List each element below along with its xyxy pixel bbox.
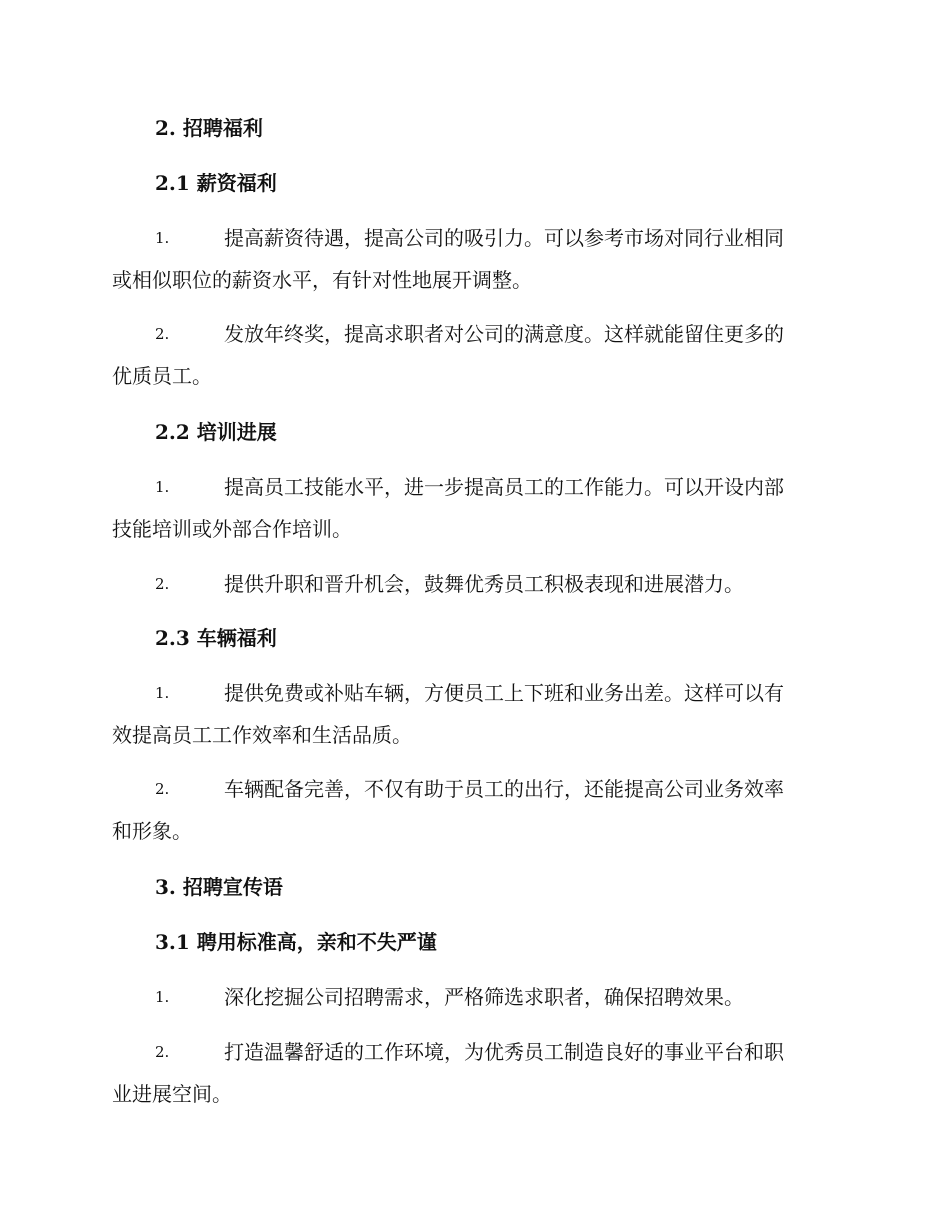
subsection-heading: 2.1 薪资福利 bbox=[155, 171, 277, 195]
list-item-number: 1. bbox=[155, 988, 170, 1006]
list-item-number: 1. bbox=[155, 229, 170, 247]
list-item-text: 打造温馨舒适的工作环境，为优秀员工制造良好的事业平台和职 bbox=[224, 1040, 784, 1064]
list-item-text-continued: 业进展空间。 bbox=[112, 1082, 232, 1106]
list-item-number: 1. bbox=[155, 478, 170, 496]
list-item-text: 提高员工技能水平，进一步提高员工的工作能力。可以开设内部 bbox=[224, 475, 784, 499]
list-item-text-continued: 优质员工。 bbox=[112, 364, 212, 388]
list-item-text-continued: 技能培训或外部合作培训。 bbox=[112, 517, 352, 541]
list-item-number: 2. bbox=[155, 1043, 170, 1061]
list-item-text: 深化挖掘公司招聘需求，严格筛选求职者，确保招聘效果。 bbox=[224, 985, 744, 1009]
list-item-text: 发放年终奖，提高求职者对公司的满意度。这样就能留住更多的 bbox=[224, 322, 784, 346]
list-item-number: 1. bbox=[155, 684, 170, 702]
list-item-text-continued: 效提高员工工作效率和生活品质。 bbox=[112, 723, 412, 747]
subsection-heading: 2.2 培训进展 bbox=[155, 420, 277, 444]
section-heading: 3. 招聘宣传语 bbox=[155, 875, 283, 899]
list-item-text: 车辆配备完善，不仅有助于员工的出行，还能提高公司业务效率 bbox=[224, 777, 784, 801]
list-item-text-continued: 或相似职位的薪资水平，有针对性地展开调整。 bbox=[112, 268, 532, 292]
section-heading: 2. 招聘福利 bbox=[155, 116, 263, 140]
list-item-text: 提高薪资待遇，提高公司的吸引力。可以参考市场对同行业相同 bbox=[224, 226, 784, 250]
list-item-number: 2. bbox=[155, 325, 170, 343]
subsection-heading: 2.3 车辆福利 bbox=[155, 626, 277, 650]
list-item-text: 提供免费或补贴车辆，方便员工上下班和业务出差。这样可以有 bbox=[224, 681, 784, 705]
list-item-text: 提供升职和晋升机会，鼓舞优秀员工积极表现和进展潜力。 bbox=[224, 572, 744, 596]
list-item-number: 2. bbox=[155, 780, 170, 798]
subsection-heading: 3.1 聘用标准高，亲和不失严谨 bbox=[155, 930, 437, 954]
list-item-number: 2. bbox=[155, 575, 170, 593]
list-item-text-continued: 和形象。 bbox=[112, 819, 192, 843]
